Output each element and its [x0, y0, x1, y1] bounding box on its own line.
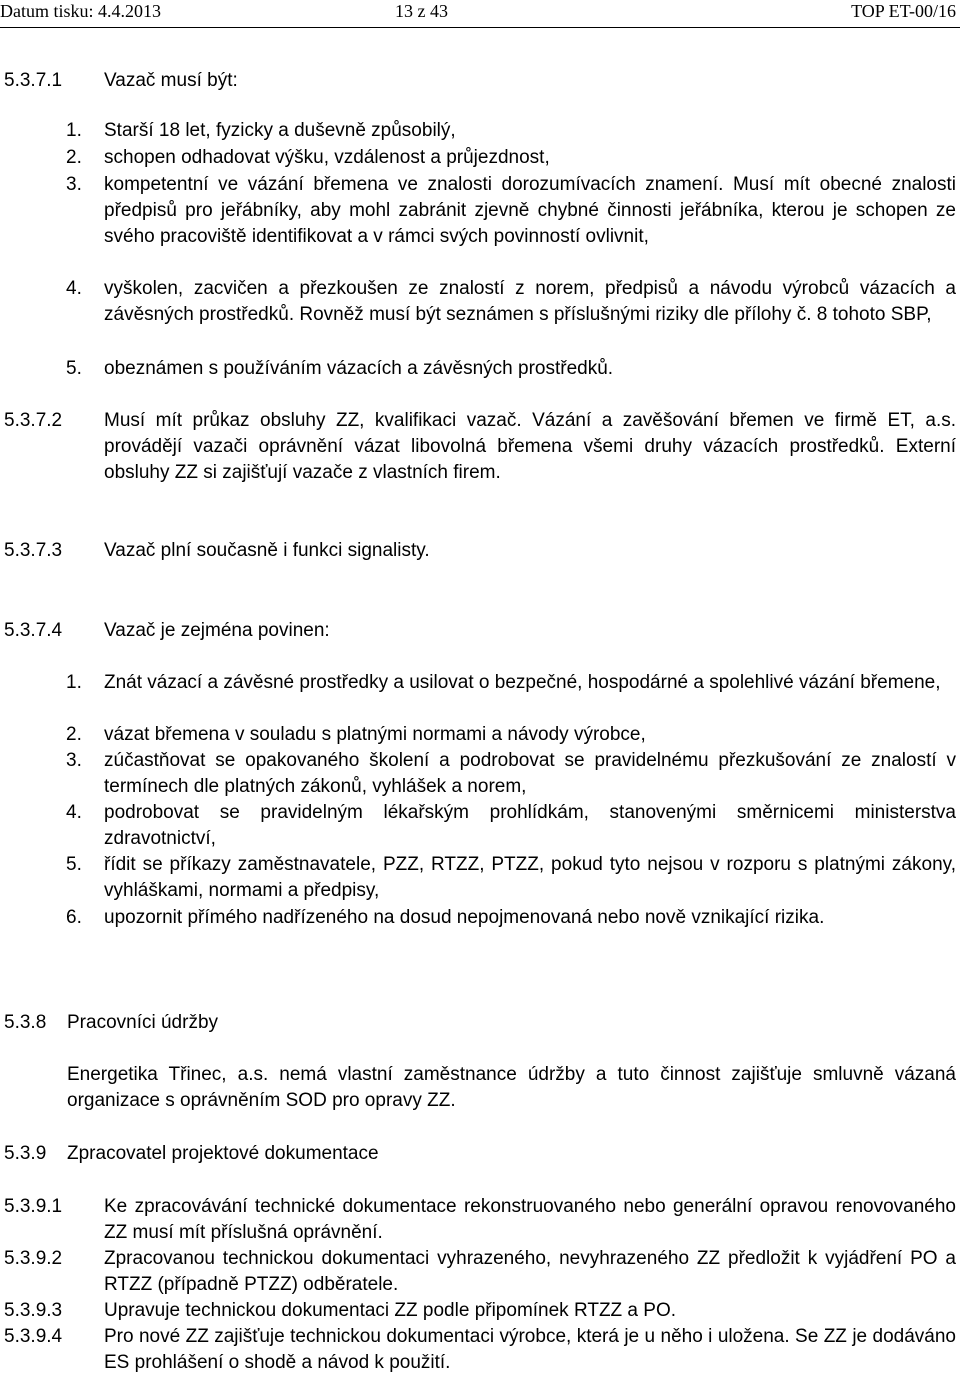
subsection-number: 5.3.9.3 — [4, 1300, 63, 1321]
list-item-text: zúčastňovat se opakovaného školení a podrobovat se pravidelnému přezkušování ze znalostí v termínech dle platných zákonů, vyhlášek a norem, — [104, 750, 956, 797]
list-item — [66, 145, 956, 171]
subsection-text: Ke zpracovávání technické dokumentace rekonstruovaného nebo generální opravou renovovaného ZZ musí mít příslušná oprávnění. — [104, 1196, 956, 1243]
list-item-number: 1. — [66, 120, 82, 141]
list-item — [66, 852, 956, 904]
page-number: 13 z 43 — [395, 1, 448, 21]
section-5372 — [4, 408, 956, 486]
subsection-item — [4, 1246, 956, 1298]
section-number: 5.3.7.3 — [4, 540, 63, 561]
section-text — [67, 1062, 956, 1114]
section-title: Zpracovatel projektové dokumentace — [67, 1143, 379, 1164]
subsection-text: Upravuje technickou dokumentaci ZZ podle připomínek RTZZ a PO. — [104, 1300, 677, 1321]
section-number: 5.3.9 — [4, 1143, 47, 1164]
list-item-number: 1. — [66, 672, 82, 693]
list-item-text: kompetentní ve vázání břemena ve znalosti dorozumívacích znamení. Musí mít obecné znalosti předpisů pro jeřábníky, aby mohl zabránit zjevně chybné činnosti jeřábníka, kterou je schopen ze svého pracoviště identifikovat a v rámci svých povinností ovlivnit, — [104, 174, 956, 247]
section-number: 5.3.7.4 — [4, 620, 63, 641]
list-item-text: podrobovat se pravidelným lékařským prohlídkám, stanovenými směrnicemi ministerstva zdravotnictví, — [104, 802, 956, 849]
section-text: Musí mít průkaz obsluhy ZZ, kvalifikaci vazač. Vázání a zavěšování břemen ve firmě ET, a.s. provádějí vazači oprávnění vázat libovolná břemena všemi druhy vázacích prostředků. Externí obsluhy ZZ si zajišťují vazače z vlastních firem. — [104, 410, 956, 483]
list-item-text: vyškolen, zacvičen a přezkoušen ze znalostí z norem, předpisů a návodu výrobců vázacích a závěsných prostředků. Rovněž musí být seznámen s příslušnými riziky dle přílohy č. 8 tohoto SBP, — [104, 278, 956, 325]
list-item — [66, 800, 956, 852]
list-item-text: schopen odhadovat výšku, vzdálenost a průjezdnost, — [104, 147, 550, 168]
subsection-item — [4, 1324, 956, 1376]
list-item-number: 5. — [66, 358, 82, 379]
section-title: Vazač musí být: — [104, 70, 238, 91]
list-item-number: 5. — [66, 854, 82, 875]
list-item-number: 4. — [66, 802, 82, 823]
list-item — [66, 276, 956, 328]
list-item — [66, 356, 956, 382]
document-id: TOP ET-00/16 — [851, 1, 956, 21]
list-item-number: 2. — [66, 147, 82, 168]
print-date: Datum tisku: 4.4.2013 — [0, 1, 161, 21]
section-text: Vazač plní současně i funkci signalisty. — [104, 540, 430, 561]
paragraph: Energetika Třinec, a.s. nemá vlastní zaměstnance údržby a tuto činnost zajišťuje smluvně vázaná organizace s oprávněním SOD pro opravy ZZ. — [67, 1064, 956, 1111]
header-divider — [0, 27, 960, 28]
list-item-text: upozornit přímého nadřízeného na dosud nepojmenovaná nebo nově vznikající rizika. — [104, 907, 825, 928]
subsection-number: 5.3.9.4 — [4, 1326, 63, 1347]
list-item-number: 3. — [66, 750, 82, 771]
list-item-text: Starší 18 let, fyzicky a duševně způsobilý, — [104, 120, 456, 141]
subsection-item — [4, 1194, 956, 1246]
list-item — [66, 722, 956, 748]
list-item-number: 6. — [66, 907, 82, 928]
subsection-number: 5.3.9.2 — [4, 1248, 63, 1269]
list-item-number: 2. — [66, 724, 82, 745]
list-item — [66, 670, 956, 696]
section-number: 5.3.7.1 — [4, 70, 63, 91]
section-title: Pracovníci údržby — [67, 1012, 219, 1033]
section-number: 5.3.8 — [4, 1012, 47, 1033]
list-item — [66, 905, 956, 931]
list-item-text: vázat břemena v souladu s platnými normami a návody výrobce, — [104, 724, 646, 745]
subsection-number: 5.3.9.1 — [4, 1196, 63, 1217]
subsection-item — [4, 1298, 956, 1324]
section-number: 5.3.7.2 — [4, 410, 63, 431]
list-item-number: 4. — [66, 278, 82, 299]
list-item — [66, 748, 956, 800]
list-item — [66, 172, 956, 250]
section-title: Vazač je zejména povinen: — [104, 620, 330, 641]
list-item-text: řídit se příkazy zaměstnavatele, PZZ, RTZZ, PTZZ, pokud tyto nejsou v rozporu s platnými zákony, vyhláškami, normami a předpisy, — [104, 854, 956, 901]
subsection-text: Zpracovanou technickou dokumentaci vyhrazeného, nevyhrazeného ZZ předložit k vyjádření PO a RTZZ (případně PTZZ) odběratele. — [104, 1248, 956, 1295]
list-item-number: 3. — [66, 174, 82, 195]
list-item-text: Znát vázací a závěsné prostředky a usilovat o bezpečné, hospodárné a spolehlivé vázání břemene, — [104, 672, 941, 693]
page-header — [0, 0, 960, 26]
section-5373 — [4, 538, 956, 564]
subsection-text: Pro nové ZZ zajišťuje technickou dokumentaci výrobce, která je u něho i uložena. Se ZZ je dodáváno ES prohlášení o shodě a návod k použití. — [104, 1326, 956, 1373]
list-item-text: obeznámen s používáním vázacích a závěsných prostředků. — [104, 358, 614, 379]
list-item — [66, 118, 956, 144]
